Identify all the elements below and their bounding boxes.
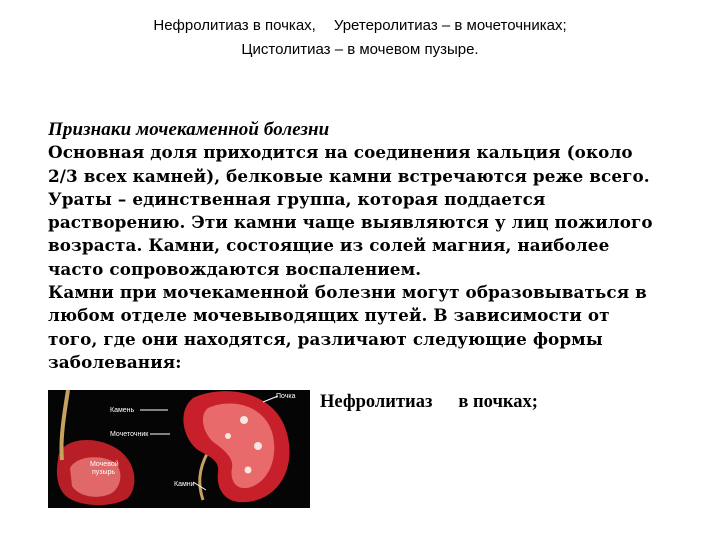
label-ureter: Мочеточник <box>110 431 149 438</box>
caption-location: в почках; <box>458 392 538 412</box>
caption-term: Нефролитиаз <box>320 392 433 412</box>
label-bladder-1: Мочевой <box>90 461 119 468</box>
body-line: любом отделе мочевыводящих путей. В зависимости от <box>48 305 610 326</box>
kidney-stone <box>245 467 252 474</box>
scanned-text-block <box>48 118 708 374</box>
body-line: часто сопровождаются воспалением. <box>48 258 422 279</box>
header-line-1 <box>0 14 720 38</box>
label-stones: Камни <box>174 481 195 488</box>
body-line: того, где они находятся, различают следующие формы <box>48 328 603 349</box>
section-heading: Признаки мочекаменной болезни <box>48 119 330 140</box>
kidney-stone <box>225 433 231 439</box>
body-line: Ураты – единственная группа, которая поддается <box>48 188 546 209</box>
kidney-stone <box>254 442 262 450</box>
urinary-system-illustration <box>48 390 310 508</box>
body-line: заболевания: <box>48 351 182 372</box>
urinary-system-svg <box>48 390 310 508</box>
body-line: 2/3 всех камней), белковые камни встречаются реже всего. <box>48 165 650 186</box>
header-cystolithiasis: Цистолитиаз – в мочевом пузыре. <box>241 41 479 58</box>
label-kidney: Почка <box>276 393 296 400</box>
header-ureterolithiasis: Уретеролитиаз – в мочеточниках; <box>333 17 567 34</box>
nephrolithiasis-caption <box>320 392 538 413</box>
header-nephrolithiasis: Нефролитиаз в почках, <box>153 17 316 34</box>
ureter-tube-right <box>200 452 208 500</box>
body-line: растворению. Эти камни чаще выявляются у лиц пожилого <box>48 212 653 233</box>
label-bladder-2: пузырь <box>92 469 116 476</box>
kidney-stone <box>240 416 248 424</box>
body-line: возраста. Камни, состоящие из солей магния, наиболее <box>48 235 610 256</box>
body-line: Камни при мочекаменной болезни могут образовываться в <box>48 282 647 303</box>
label-stone: Камень <box>110 407 135 414</box>
body-line: Основная доля приходится на соединения кальция (около <box>48 142 633 163</box>
slide-header <box>0 14 720 62</box>
